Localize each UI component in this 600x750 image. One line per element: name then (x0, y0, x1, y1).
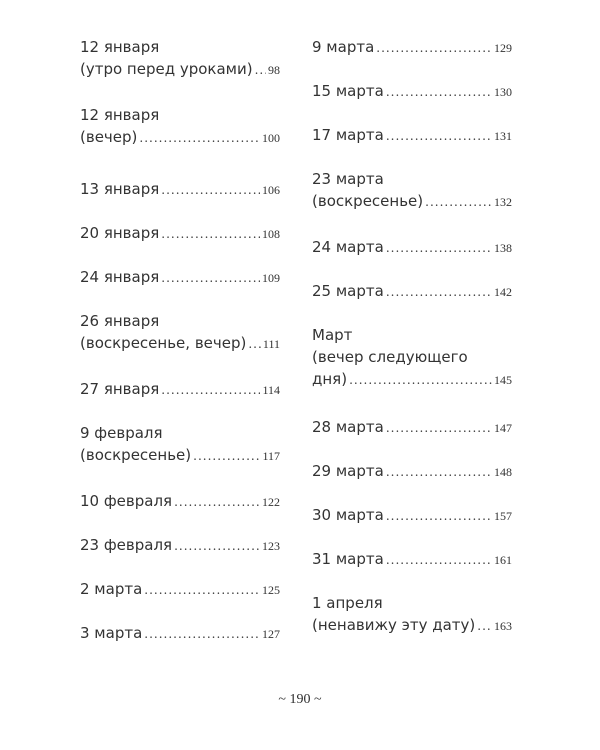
toc-entry-last-line (312, 548, 512, 571)
dot-leader (161, 267, 260, 289)
dot-leader (139, 127, 260, 149)
toc-entry-page-number: 114 (262, 383, 280, 397)
toc-entry-page-number: 125 (262, 583, 280, 597)
toc-entry-last-line (312, 368, 512, 391)
toc-entry-title-line: 2 марта (80, 580, 143, 598)
toc-entry (312, 592, 512, 637)
toc-entry-title-line: 27 января (80, 380, 160, 398)
toc-entry-title-line: (воскресенье) (312, 192, 424, 210)
dot-leader (161, 379, 260, 401)
toc-entry-last-line (312, 80, 512, 103)
toc-entry (312, 168, 512, 213)
toc-entry-title-line: (ненавижу эту дату) (312, 616, 476, 634)
toc-entry-last-line (80, 578, 280, 601)
toc-entry-title-line: 30 марта (312, 506, 384, 524)
toc-entry-last-line (80, 332, 280, 355)
toc-entry (312, 504, 512, 527)
toc-entry-title-line: 13 января (80, 180, 160, 198)
toc-entry-last-line (80, 444, 280, 467)
toc-entry-last-line (312, 280, 512, 303)
dot-leader (386, 81, 492, 103)
toc-entry-page-number: 148 (494, 465, 512, 479)
toc-entry-page-number: 117 (262, 449, 280, 463)
toc-entry-page-number: 129 (494, 41, 512, 55)
toc-entry-page-number: 127 (262, 627, 280, 641)
dot-leader (386, 549, 492, 571)
toc-entry-title-line: 23 марта (312, 170, 384, 188)
toc-entry (312, 236, 512, 259)
toc-entry-last-line (312, 236, 512, 259)
dot-leader (248, 333, 261, 355)
toc-entry-page-number: 98 (268, 63, 280, 77)
toc-entry-page-number: 123 (262, 539, 280, 553)
toc-entry-title-line: дня) (312, 370, 348, 388)
toc-entry-page-number: 108 (262, 227, 280, 241)
toc-entry-page-number: 142 (494, 285, 512, 299)
toc-entry-title-line: 3 марта (80, 624, 143, 642)
toc-entry-last-line (312, 460, 512, 483)
toc-entry-last-line (312, 614, 512, 637)
toc-entry-page-number: 106 (262, 183, 280, 197)
toc-entry (312, 460, 512, 483)
dot-leader (174, 491, 260, 513)
toc-entry-title-line: (утро перед уроками) (80, 60, 253, 78)
toc-entry-title-line: 23 февраля (80, 536, 173, 554)
toc-entry-title-line: 9 марта (312, 38, 375, 56)
toc-entry-title-line: (вечер следующего (312, 348, 468, 366)
toc-entry-page-number: 111 (262, 337, 280, 351)
toc-entry-page-number: 145 (494, 373, 512, 387)
dot-leader (386, 505, 492, 527)
dot-leader (144, 623, 260, 645)
toc-entry-last-line (80, 378, 280, 401)
toc-entry-title-line: 24 марта (312, 238, 384, 256)
dot-leader (386, 237, 492, 259)
dot-leader (255, 59, 266, 81)
toc-entry-last-line (80, 266, 280, 289)
toc-entry-title-line: 31 марта (312, 550, 384, 568)
toc-entry-page-number: 163 (494, 619, 512, 633)
toc-entry-page-number: 161 (494, 553, 512, 567)
toc-entry-last-line (80, 534, 280, 557)
dot-leader (161, 179, 260, 201)
dot-leader (376, 37, 492, 59)
toc-entry-title-line: Март (312, 326, 353, 344)
toc-entry-title-line: (вечер) (80, 128, 138, 146)
toc-entry-title-line: 12 января (80, 106, 160, 124)
dot-leader (349, 369, 492, 391)
toc-entry (80, 534, 280, 557)
toc-entry-title-line: (воскресенье, вечер) (80, 334, 247, 352)
toc-entry-last-line (312, 504, 512, 527)
toc-entry-last-line (312, 124, 512, 147)
page-number: ~ 190 ~ (278, 692, 322, 707)
dot-leader (174, 535, 260, 557)
toc-entry-last-line (80, 490, 280, 513)
dot-leader (425, 191, 492, 213)
toc-entry-last-line (80, 126, 280, 149)
toc-entry-last-line (80, 178, 280, 201)
toc-entry-last-line (80, 622, 280, 645)
toc-entry-title-line: 20 января (80, 224, 160, 242)
toc-entry-page-number: 131 (494, 129, 512, 143)
toc-entry (80, 490, 280, 513)
toc-entry-page-number: 157 (494, 509, 512, 523)
dot-leader (193, 445, 260, 467)
toc-entry-page-number: 138 (494, 241, 512, 255)
toc-entry (312, 416, 512, 439)
toc-entry (312, 124, 512, 147)
toc-entry-page-number: 122 (262, 495, 280, 509)
toc-entry (312, 36, 512, 59)
toc-entry-title-line: 25 марта (312, 282, 384, 300)
dot-leader (386, 281, 492, 303)
dot-leader (144, 579, 260, 601)
toc-entry-title-line: 15 марта (312, 82, 384, 100)
dot-leader (386, 461, 492, 483)
toc-entry-title-line: 26 января (80, 312, 160, 330)
dot-leader (386, 417, 492, 439)
toc-entry-page-number: 100 (262, 131, 280, 145)
toc-entry-last-line (312, 36, 512, 59)
toc-entry (80, 222, 280, 245)
toc-entry-title-line: 12 января (80, 38, 160, 56)
toc-entry (80, 36, 280, 81)
toc-entry-title-line: 1 апреля (312, 594, 383, 612)
toc-entry-page-number: 132 (494, 195, 512, 209)
dot-leader (386, 125, 492, 147)
toc-entry-title-line: (воскресенье) (80, 446, 192, 464)
toc-entry-title-line: 24 января (80, 268, 160, 286)
toc-entry (80, 310, 280, 355)
toc-entry (312, 280, 512, 303)
toc-entry-page-number: 147 (494, 421, 512, 435)
toc-entry (312, 324, 512, 391)
dot-leader (161, 223, 260, 245)
toc-entry-last-line (312, 190, 512, 213)
toc-entry (80, 622, 280, 645)
toc-entry-title-line: 10 февраля (80, 492, 173, 510)
toc-entry (80, 178, 280, 201)
toc-entry (80, 266, 280, 289)
toc-entry (80, 104, 280, 149)
dot-leader (477, 615, 492, 637)
toc-entry-last-line (80, 58, 280, 81)
toc-entry-last-line (312, 416, 512, 439)
toc-entry-title-line: 9 февраля (80, 424, 163, 442)
toc-entry (312, 80, 512, 103)
toc-entry (80, 422, 280, 467)
toc-entry-title-line: 17 марта (312, 126, 384, 144)
toc-entry (80, 578, 280, 601)
toc-entry-last-line (80, 222, 280, 245)
toc-entry-title-line: 28 марта (312, 418, 384, 436)
toc-entry-page-number: 109 (262, 271, 280, 285)
toc-entry (312, 548, 512, 571)
toc-entry (80, 378, 280, 401)
toc-entry-title-line: 29 марта (312, 462, 384, 480)
toc-entry-page-number: 130 (494, 85, 512, 99)
